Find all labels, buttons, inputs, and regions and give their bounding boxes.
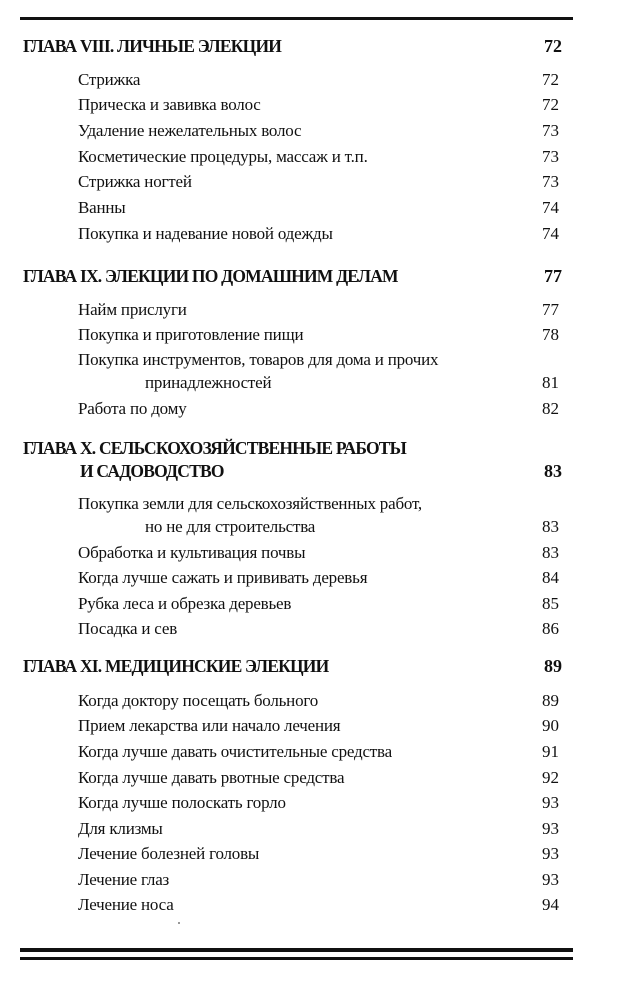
chapter-page: 89 <box>544 656 562 676</box>
entry-page: 93 <box>542 844 559 863</box>
entry-page: 83 <box>542 517 559 536</box>
chapter-page: 83 <box>544 461 562 481</box>
chapter-title: ГЛАВА XI. МЕДИЦИНСКИЕ ЭЛЕКЦИИ <box>23 656 329 676</box>
entry-title: Прическа и завивка волос <box>78 95 261 114</box>
entry-page: 93 <box>542 819 559 838</box>
entry-title: Когда лучше сажать и прививать деревья <box>78 568 368 587</box>
entry-title: Покупка и надевание новой одежды <box>78 224 333 243</box>
entry-page: 78 <box>542 325 559 344</box>
chapter-page: 72 <box>544 36 562 56</box>
chapter-title: ГЛАВА IX. ЭЛЕКЦИИ ПО ДОМАШНИМ ДЕЛАМ <box>23 266 398 286</box>
entry-page: 82 <box>542 399 559 418</box>
entry-title: Посадка и сев <box>78 619 178 638</box>
entry-page: 72 <box>542 95 559 114</box>
entry-page: 73 <box>542 121 559 140</box>
entry-page: 91 <box>542 742 559 761</box>
entry-page: 93 <box>542 870 559 889</box>
bottom-rule-thick <box>20 948 573 952</box>
entry-title: Работа по дому <box>78 399 187 418</box>
entry-page: 74 <box>542 224 559 243</box>
print-speck <box>178 922 180 924</box>
entry-title: Когда лучше давать очистительные средства <box>78 742 392 761</box>
entry-title: Обработка и культивация почвы <box>78 543 306 562</box>
chapter-page: 77 <box>544 266 562 286</box>
entry-page: 73 <box>542 172 559 191</box>
entry-title: Удаление нежелательных волос <box>78 121 302 140</box>
entry-title: Ванны <box>78 198 126 217</box>
entry-page: 85 <box>542 594 559 613</box>
entry-title: Стрижка <box>78 70 141 89</box>
entry-page: 94 <box>542 895 559 914</box>
entry-title: Покупка земли для сельскохозяйственных работ, <box>78 494 422 513</box>
entry-page: 89 <box>542 691 559 710</box>
entry-title: Косметические процедуры, массаж и т.п. <box>78 147 368 166</box>
entry-page: 77 <box>542 300 559 319</box>
entry-page: 93 <box>542 793 559 812</box>
entry-title: Для клизмы <box>78 819 163 838</box>
chapter-title: ГЛАВА X. СЕЛЬСКОХОЗЯЙСТВЕННЫЕ РАБОТЫ <box>23 438 407 458</box>
entry-page: 74 <box>542 198 559 217</box>
entry-title-continuation: но не для строительства <box>145 517 316 536</box>
entry-page: 73 <box>542 147 559 166</box>
entry-title: Найм прислуги <box>78 300 187 319</box>
entry-title: Лечение носа <box>78 895 174 914</box>
entry-title: Когда лучше давать рвотные средства <box>78 768 345 787</box>
entry-title: Лечение глаз <box>78 870 170 889</box>
entry-page: 81 <box>542 373 559 392</box>
entry-title: Когда лучше полоскать горло <box>78 793 286 812</box>
entry-title: Лечение болезней головы <box>78 844 260 863</box>
entry-page: 72 <box>542 70 559 89</box>
top-rule <box>20 17 573 20</box>
entry-title: Рубка леса и обрезка деревьев <box>78 594 292 613</box>
entry-page: 92 <box>542 768 559 787</box>
entry-page: 86 <box>542 619 559 638</box>
bottom-rule-thin <box>20 957 573 960</box>
entry-title: Покупка и приготовление пищи <box>78 325 304 344</box>
entry-title: Стрижка ногтей <box>78 172 192 191</box>
entry-page: 84 <box>542 568 559 587</box>
entry-title: Покупка инструментов, товаров для дома и прочих <box>78 350 439 369</box>
entry-page: 90 <box>542 716 559 735</box>
entry-title: Прием лекарства или начало лечения <box>78 716 341 735</box>
entry-title: Когда доктору посещать больного <box>78 691 319 710</box>
chapter-title: ГЛАВА VIII. ЛИЧНЫЕ ЭЛЕКЦИИ <box>23 36 282 56</box>
entry-page: 83 <box>542 543 559 562</box>
chapter-title-continuation: И САДОВОДСТВО <box>80 461 224 481</box>
entry-title-continuation: принадлежностей <box>145 373 272 392</box>
